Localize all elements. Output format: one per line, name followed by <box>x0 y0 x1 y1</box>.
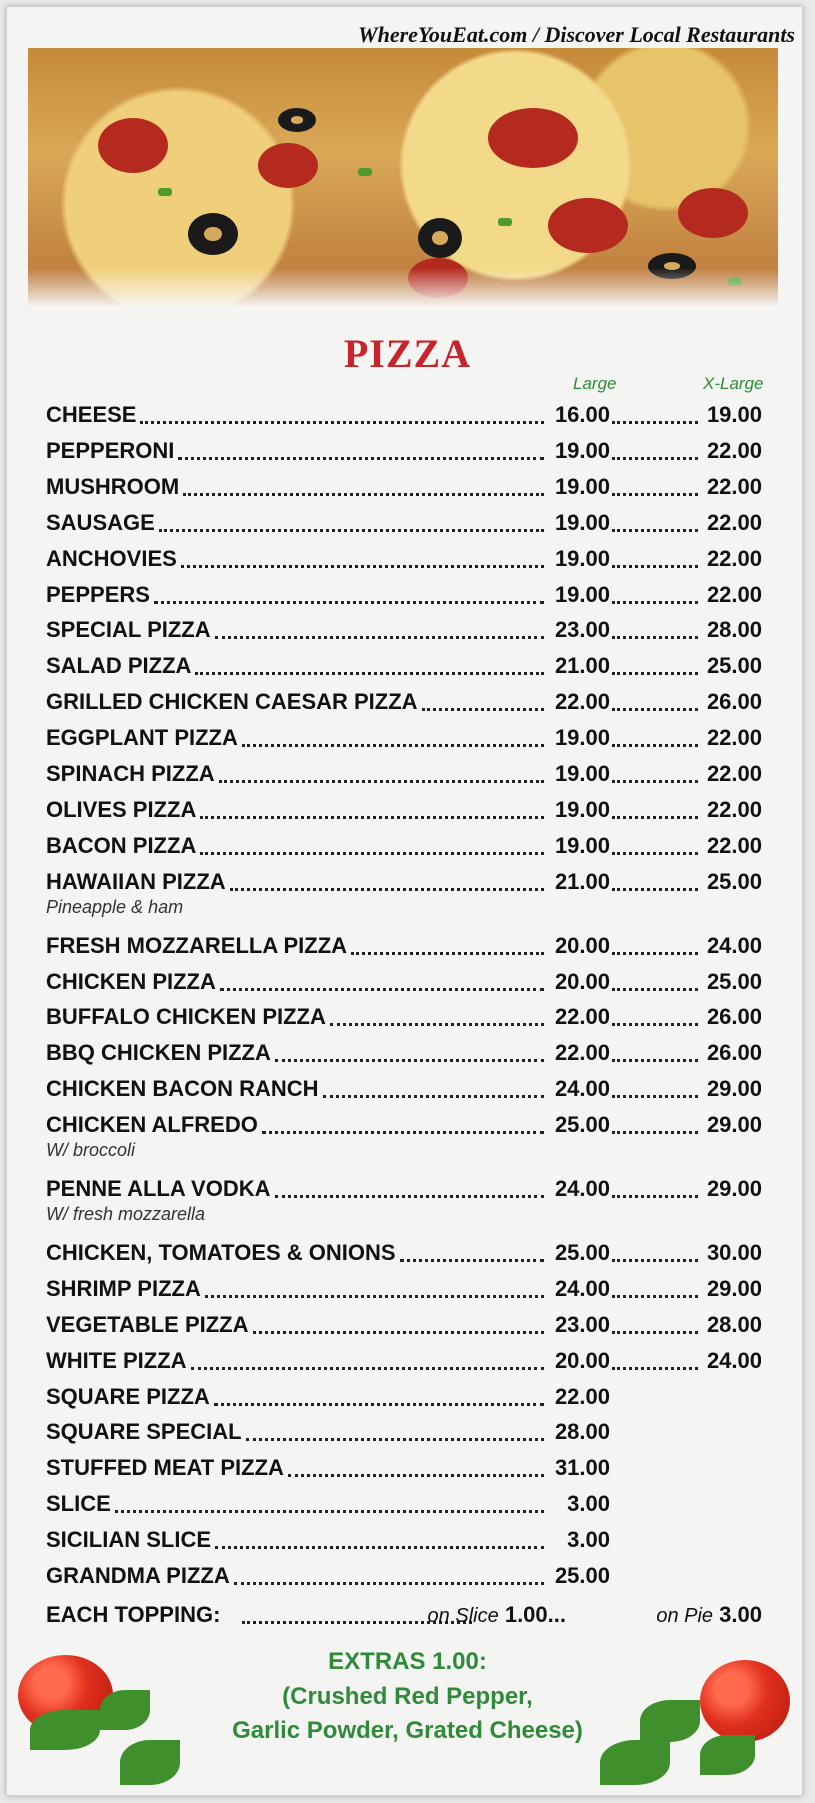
menu-item-name: SAUSAGE <box>46 509 155 535</box>
menu-item-price-large: 19.00 <box>554 437 610 463</box>
extras-title: EXTRAS 1.00: <box>328 1648 487 1675</box>
menu-item <box>46 1274 766 1304</box>
menu-item-name: SQUARE SPECIAL <box>46 1419 242 1445</box>
menu-item-price-xlarge: 24.00 <box>706 932 762 958</box>
menu-item <box>46 1238 766 1268</box>
menu-item-name: PEPPERONI <box>46 437 175 463</box>
menu-item-name: SHRIMP PIZZA <box>46 1275 201 1301</box>
dot-leader <box>612 1068 698 1098</box>
dot-leader <box>612 825 698 855</box>
menu-item-price-large: 25.00 <box>554 1112 610 1138</box>
menu-item-price-large: 21.00 <box>554 653 610 679</box>
menu-item-name: BACON PIZZA <box>46 832 197 858</box>
menu-item-price-large: 24.00 <box>554 1076 610 1102</box>
menu-item-name: GRILLED CHICKEN CAESAR PIZZA <box>46 689 418 715</box>
menu-item-price-xlarge: 22.00 <box>706 581 762 607</box>
dot-leader <box>154 574 544 604</box>
dot-leader <box>181 538 544 568</box>
menu-item-name: MUSHROOM <box>46 473 180 499</box>
menu-item-price-xlarge: 22.00 <box>706 473 762 499</box>
dot-leader <box>323 1068 544 1098</box>
menu-item-name: PEPPERS <box>46 581 150 607</box>
menu-item-name: HAWAIIAN PIZZA <box>46 868 226 894</box>
dot-leader <box>205 1268 544 1298</box>
dot-leader <box>612 861 698 891</box>
menu-item <box>46 1489 766 1519</box>
menu-item-price-large: 28.00 <box>554 1419 610 1445</box>
dot-leader <box>215 1519 544 1549</box>
dot-leader <box>230 861 544 891</box>
menu-item-price-large: 19.00 <box>554 545 610 571</box>
dot-leader <box>234 1555 544 1585</box>
menu-item-name: ANCHOVIES <box>46 545 177 571</box>
dot-leader <box>219 753 544 783</box>
column-header-xlarge: X-Large <box>703 374 764 393</box>
dot-leader <box>140 394 544 424</box>
menu-item-price-large: 23.00 <box>554 1311 610 1337</box>
menu-item <box>46 508 766 538</box>
dot-leader <box>351 925 544 955</box>
dot-leader <box>612 430 698 460</box>
menu-item <box>46 580 766 610</box>
site-header-text[interactable]: WhereYouEat.com / Discover Local Restaurants <box>358 22 795 47</box>
menu-item-price-xlarge: 29.00 <box>706 1275 762 1301</box>
dot-leader <box>183 466 544 496</box>
menu-item-name: CHEESE <box>46 402 137 427</box>
dot-leader <box>612 1232 698 1262</box>
menu-item-price-large: 22.00 <box>554 1004 610 1030</box>
menu-item-price-xlarge: 29.00 <box>706 1112 762 1138</box>
dot-leader <box>246 1411 544 1441</box>
dot-leader <box>612 1168 698 1198</box>
menu-item-price-xlarge: 28.00 <box>706 617 762 643</box>
menu-item-price-xlarge: 25.00 <box>706 968 762 994</box>
menu-item-price-large: 19.00 <box>554 761 610 786</box>
dot-leader <box>200 825 544 855</box>
menu-item-price-xlarge: 25.00 <box>706 653 762 679</box>
menu-item-price-xlarge: 22.00 <box>706 437 762 463</box>
dot-leader <box>612 681 698 711</box>
menu-item-name: PENNE ALLA VODKA <box>46 1176 271 1201</box>
menu-item-price-xlarge: 26.00 <box>706 1004 762 1030</box>
menu-item <box>46 544 766 574</box>
dot-leader <box>220 961 544 991</box>
dot-leader <box>275 1032 544 1062</box>
menu-item <box>46 831 766 861</box>
dot-leader <box>242 717 544 747</box>
topping-label: EACH TOPPING: <box>46 1602 221 1627</box>
menu-item-price-large: 19.00 <box>554 509 610 535</box>
menu-item-price-large: 20.00 <box>554 1347 610 1373</box>
menu-item <box>46 867 766 897</box>
dot-leader <box>195 645 544 675</box>
menu-item-name: STUFFED MEAT PIZZA <box>46 1455 284 1481</box>
menu-item-name: FRESH MOZZARELLA PIZZA <box>46 932 348 958</box>
menu-item <box>46 400 766 430</box>
dot-leader <box>191 1340 544 1370</box>
dot-leader <box>612 502 698 532</box>
menu-item-description: W/ broccoli <box>46 1140 136 1160</box>
menu-item <box>46 1453 766 1483</box>
menu-item-price-large: 20.00 <box>554 932 610 958</box>
menu-item-price-xlarge: 29.00 <box>706 1176 762 1201</box>
menu-item <box>46 1110 766 1140</box>
menu-item-description: W/ fresh mozzarella <box>46 1203 206 1224</box>
dot-leader <box>178 430 544 460</box>
dot-leader <box>262 1104 544 1134</box>
menu-item <box>46 687 766 717</box>
dot-leader <box>159 502 544 532</box>
dot-leader <box>215 609 544 639</box>
menu-item-name: GRANDMA PIZZA <box>46 1563 230 1588</box>
menu-item <box>46 759 766 789</box>
menu-item-price-large: 22.00 <box>554 1040 610 1066</box>
menu-item-price-xlarge: 22.00 <box>706 796 762 822</box>
menu-item-price-large: 3.00 <box>567 1527 610 1553</box>
menu-item-price-xlarge: 26.00 <box>706 1040 762 1066</box>
dot-leader <box>612 925 698 955</box>
dot-leader <box>253 1304 545 1334</box>
menu-item <box>46 436 766 466</box>
menu-item-price-large: 19.00 <box>554 832 610 858</box>
menu-item-price-xlarge: 19.00 <box>706 402 762 427</box>
menu-item-name: CHICKEN, TOMATOES & ONIONS <box>46 1239 396 1265</box>
menu-item-price-xlarge: 22.00 <box>706 545 762 571</box>
dot-leader <box>612 753 698 783</box>
dot-leader <box>200 789 544 819</box>
menu-item-price-large: 19.00 <box>554 796 610 822</box>
menu-item <box>46 472 766 502</box>
menu-item-price-large: 19.00 <box>554 725 610 751</box>
menu-item <box>46 1074 766 1104</box>
dot-leader <box>612 1104 698 1134</box>
menu-item <box>46 795 766 825</box>
menu-item-name: CHICKEN ALFREDO <box>46 1112 258 1138</box>
dot-leader <box>612 1032 698 1062</box>
dot-leader <box>330 996 544 1026</box>
menu-item-price-xlarge: 25.00 <box>706 868 762 894</box>
dot-leader <box>400 1232 544 1262</box>
menu-item-price-large: 22.00 <box>554 1383 610 1409</box>
menu-item-name: CHICKEN PIZZA <box>46 968 216 994</box>
menu-item-name: SICILIAN SLICE <box>46 1527 212 1553</box>
each-topping-row <box>46 1600 766 1630</box>
menu-item <box>46 1561 766 1591</box>
dot-leader <box>214 1376 544 1406</box>
dot-leader <box>612 1304 698 1334</box>
dot-leader <box>612 996 698 1026</box>
menu-item-name: BBQ CHICKEN PIZZA <box>46 1040 271 1066</box>
menu-item-price-xlarge: 22.00 <box>706 832 762 858</box>
dot-leader <box>288 1447 544 1477</box>
menu-item-price-xlarge: 22.00 <box>706 509 762 535</box>
extras-line-3: Garlic Powder, Grated Cheese) <box>232 1717 583 1744</box>
menu-item-price-large: 24.00 <box>554 1176 610 1201</box>
menu-item-price-xlarge: 28.00 <box>706 1311 762 1337</box>
menu-item-name: EGGPLANT PIZZA <box>46 725 238 751</box>
section-title: PIZZA <box>343 331 472 376</box>
topping-slice-price: on Slice 1.00... <box>427 1602 566 1627</box>
menu-item-name: BUFFALO CHICKEN PIZZA <box>46 1004 326 1030</box>
menu-item-price-large: 22.00 <box>554 689 610 715</box>
menu-item-price-large: 16.00 <box>554 402 610 427</box>
menu-item-price-xlarge: 22.00 <box>706 725 762 751</box>
menu-item-name: WHITE PIZZA <box>46 1347 187 1373</box>
menu-item-price-xlarge: 24.00 <box>706 1347 762 1373</box>
menu-item <box>46 1002 766 1032</box>
menu-item-price-large: 25.00 <box>554 1239 610 1265</box>
menu-item <box>46 1310 766 1340</box>
menu-item-name: SPECIAL PIZZA <box>46 617 211 643</box>
menu-item-name: SQUARE PIZZA <box>46 1383 210 1409</box>
menu-item <box>46 1038 766 1068</box>
pizza-hero-image <box>28 48 778 308</box>
extras-line-2: (Crushed Red Pepper, <box>282 1683 533 1710</box>
menu-item-name: SLICE <box>46 1491 111 1517</box>
dot-leader <box>612 538 698 568</box>
menu-item-name: SALAD PIZZA <box>46 653 192 679</box>
menu-item <box>46 1174 766 1204</box>
dot-leader <box>275 1168 545 1198</box>
menu-item-name: OLIVES PIZZA <box>46 796 197 822</box>
menu-item-name: VEGETABLE PIZZA <box>46 1311 249 1337</box>
menu-item-price-xlarge: 30.00 <box>706 1239 762 1265</box>
menu-item <box>46 1382 766 1412</box>
menu-item-description: Pineapple & ham <box>46 896 184 917</box>
menu-item <box>46 615 766 645</box>
menu-item-price-large: 19.00 <box>554 473 610 499</box>
dot-leader <box>612 961 698 991</box>
topping-pie-price: on Pie 3.00 <box>656 1602 762 1627</box>
menu-item <box>46 651 766 681</box>
menu-item <box>46 967 766 997</box>
menu-item-price-large: 19.00 <box>554 581 610 607</box>
dot-leader <box>612 574 698 604</box>
menu-item-price-large: 23.00 <box>554 617 610 643</box>
dot-leader <box>612 789 698 819</box>
menu-item <box>46 1417 766 1447</box>
menu-item <box>46 723 766 753</box>
menu-item-price-large: 31.00 <box>554 1455 610 1481</box>
menu-item-price-large: 24.00 <box>554 1275 610 1301</box>
menu-item-name: CHICKEN BACON RANCH <box>46 1076 319 1102</box>
dot-leader <box>612 609 698 639</box>
menu-item <box>46 1346 766 1376</box>
dot-leader <box>612 466 698 496</box>
dot-leader <box>612 1268 698 1298</box>
menu-item-name: SPINACH PIZZA <box>46 761 215 786</box>
dot-leader <box>422 681 544 711</box>
menu-item <box>46 931 766 961</box>
dot-leader <box>612 645 698 675</box>
menu-item <box>46 1525 766 1555</box>
menu-item-price-xlarge: 29.00 <box>706 1076 762 1102</box>
dot-leader <box>612 394 698 424</box>
menu-item-price-large: 25.00 <box>554 1563 610 1588</box>
dot-leader <box>612 1340 698 1370</box>
menu-item-price-xlarge: 22.00 <box>706 761 762 786</box>
menu-item-price-large: 3.00 <box>567 1491 610 1517</box>
menu-item-price-large: 21.00 <box>554 868 610 894</box>
menu-item-price-xlarge: 26.00 <box>706 689 762 715</box>
menu-item-price-large: 20.00 <box>554 968 610 994</box>
dot-leader <box>612 717 698 747</box>
column-header-large: Large <box>573 374 617 393</box>
dot-leader <box>115 1483 544 1513</box>
